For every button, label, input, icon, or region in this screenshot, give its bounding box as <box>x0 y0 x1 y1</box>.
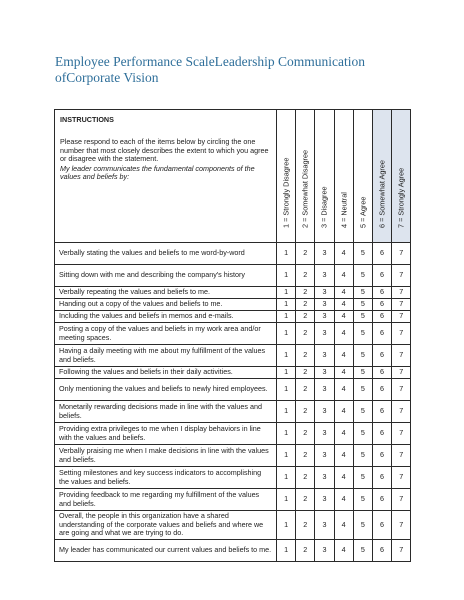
item-statement: Verbally stating the values and beliefs to me word-by-word <box>55 243 277 265</box>
rating-option-2[interactable]: 2 <box>296 323 315 345</box>
rating-option-6[interactable]: 6 <box>372 243 391 265</box>
rating-option-5[interactable]: 5 <box>353 345 372 367</box>
rating-option-6[interactable]: 6 <box>372 287 391 299</box>
rating-option-4[interactable]: 4 <box>334 445 353 467</box>
rating-option-6[interactable]: 6 <box>372 367 391 379</box>
rating-option-5[interactable]: 5 <box>353 287 372 299</box>
rating-option-4[interactable]: 4 <box>334 243 353 265</box>
rating-option-4[interactable]: 4 <box>334 401 353 423</box>
item-statement: Sitting down with me and describing the company's history <box>55 265 277 287</box>
table-row <box>55 299 411 311</box>
item-statement: Setting milestones and key success indicators to accomplishing the values and beliefs. <box>55 467 277 489</box>
rating-option-1[interactable]: 1 <box>277 243 296 265</box>
rating-option-2[interactable]: 2 <box>296 311 315 323</box>
rating-option-5[interactable]: 5 <box>353 367 372 379</box>
rating-option-1[interactable]: 1 <box>277 287 296 299</box>
scale-label-4: 4 = Neutral <box>339 192 349 228</box>
rating-option-7[interactable]: 7 <box>392 445 411 467</box>
table-row <box>55 540 411 562</box>
scale-header-1 <box>277 110 296 243</box>
rating-option-4[interactable]: 4 <box>334 345 353 367</box>
rating-option-6[interactable]: 6 <box>372 489 391 511</box>
rating-option-3[interactable]: 3 <box>315 243 334 265</box>
rating-option-6[interactable]: 6 <box>372 299 391 311</box>
instructions-text: Please respond to each of the items below by circling the one number that most closely describes the extent to which you agree or disagree with the statement. <box>60 137 269 164</box>
rating-option-6[interactable]: 6 <box>372 467 391 489</box>
rating-option-2[interactable]: 2 <box>296 445 315 467</box>
rating-option-1[interactable]: 1 <box>277 311 296 323</box>
rating-option-7[interactable]: 7 <box>392 265 411 287</box>
rating-option-4[interactable]: 4 <box>334 287 353 299</box>
rating-option-7[interactable]: 7 <box>392 511 411 540</box>
rating-option-7[interactable]: 7 <box>392 467 411 489</box>
rating-option-6[interactable]: 6 <box>372 423 391 445</box>
table-row <box>55 489 411 511</box>
rating-option-1[interactable]: 1 <box>277 345 296 367</box>
table-row <box>55 423 411 445</box>
rating-option-1[interactable]: 1 <box>277 423 296 445</box>
item-statement: Having a daily meeting with me about my fulfillment of the values and beliefs. <box>55 345 277 367</box>
rating-option-4[interactable]: 4 <box>334 311 353 323</box>
rating-option-4[interactable]: 4 <box>334 265 353 287</box>
item-statement: Handing out a copy of the values and beliefs to me. <box>55 299 277 311</box>
rating-option-7[interactable]: 7 <box>392 423 411 445</box>
rating-option-5[interactable]: 5 <box>353 265 372 287</box>
rating-option-4[interactable]: 4 <box>334 423 353 445</box>
instructions-heading: INSTRUCTIONS <box>60 115 114 124</box>
rating-option-4[interactable]: 4 <box>334 367 353 379</box>
rating-option-5[interactable]: 5 <box>353 540 372 562</box>
rating-option-4[interactable]: 4 <box>334 467 353 489</box>
rating-option-2[interactable]: 2 <box>296 299 315 311</box>
scale-header-5 <box>353 110 372 243</box>
rating-option-7[interactable]: 7 <box>392 401 411 423</box>
rating-option-7[interactable]: 7 <box>392 243 411 265</box>
scale-label-7: 7 = Strongly Agree <box>396 167 406 228</box>
rating-option-5[interactable]: 5 <box>353 445 372 467</box>
rating-option-2[interactable]: 2 <box>296 489 315 511</box>
rating-option-5[interactable]: 5 <box>353 243 372 265</box>
rating-option-3[interactable]: 3 <box>315 489 334 511</box>
table-row <box>55 287 411 299</box>
rating-option-2[interactable]: 2 <box>296 379 315 401</box>
item-statement: Posting a copy of the values and beliefs in my work area and/or meeting spaces. <box>55 323 277 345</box>
scale-label-6: 6 = Somewhat Agree <box>377 160 387 228</box>
rating-option-6[interactable]: 6 <box>372 401 391 423</box>
table-row <box>55 265 411 287</box>
rating-option-4[interactable]: 4 <box>334 379 353 401</box>
rating-option-1[interactable]: 1 <box>277 401 296 423</box>
rating-option-1[interactable]: 1 <box>277 467 296 489</box>
rating-option-5[interactable]: 5 <box>353 489 372 511</box>
table-row <box>55 311 411 323</box>
rating-option-3[interactable]: 3 <box>315 423 334 445</box>
rating-option-3[interactable]: 3 <box>315 265 334 287</box>
rating-option-5[interactable]: 5 <box>353 323 372 345</box>
rating-option-6[interactable]: 6 <box>372 311 391 323</box>
rating-option-5[interactable]: 5 <box>353 379 372 401</box>
rating-option-1[interactable]: 1 <box>277 489 296 511</box>
rating-option-6[interactable]: 6 <box>372 445 391 467</box>
table-row <box>55 467 411 489</box>
rating-option-7[interactable]: 7 <box>392 379 411 401</box>
rating-option-3[interactable]: 3 <box>315 311 334 323</box>
rating-option-3[interactable]: 3 <box>315 287 334 299</box>
rating-option-6[interactable]: 6 <box>372 345 391 367</box>
rating-option-2[interactable]: 2 <box>296 265 315 287</box>
item-statement: Following the values and beliefs in their daily activities. <box>55 367 277 379</box>
instructions-prompt: My leader communicates the fundamental components of the values and beliefs by: <box>60 163 255 182</box>
scale-header-3 <box>315 110 334 243</box>
rating-option-2[interactable]: 2 <box>296 511 315 540</box>
rating-option-1[interactable]: 1 <box>277 367 296 379</box>
rating-option-7[interactable]: 7 <box>392 367 411 379</box>
item-statement: Verbally repeating the values and beliefs to me. <box>55 287 277 299</box>
rating-option-6[interactable]: 6 <box>372 265 391 287</box>
rating-option-2[interactable]: 2 <box>296 345 315 367</box>
rating-option-6[interactable]: 6 <box>372 323 391 345</box>
item-statement: Monetarily rewarding decisions made in line with the values and beliefs. <box>55 401 277 423</box>
table-row <box>55 323 411 345</box>
rating-option-6[interactable]: 6 <box>372 379 391 401</box>
rating-option-2[interactable]: 2 <box>296 423 315 445</box>
rating-option-2[interactable]: 2 <box>296 540 315 562</box>
rating-option-3[interactable]: 3 <box>315 467 334 489</box>
rating-option-5[interactable]: 5 <box>353 467 372 489</box>
item-statement: My leader has communicated our current values and beliefs to me. <box>55 540 277 562</box>
rating-option-1[interactable]: 1 <box>277 379 296 401</box>
rating-option-4[interactable]: 4 <box>334 323 353 345</box>
instructions-cell <box>55 110 277 243</box>
scale-label-5: 5 = Agree <box>358 196 368 228</box>
header-row <box>55 110 411 243</box>
rating-option-6[interactable]: 6 <box>372 511 391 540</box>
document-title: Employee Performance ScaleLeadership Communication ofCorporate Vision <box>55 54 366 85</box>
rating-option-5[interactable]: 5 <box>353 299 372 311</box>
table-row <box>55 401 411 423</box>
scale-header-6 <box>372 110 391 243</box>
table-row <box>55 243 411 265</box>
scale-header-2 <box>296 110 315 243</box>
table-row <box>55 511 411 540</box>
rating-option-1[interactable]: 1 <box>277 299 296 311</box>
table-row <box>55 379 411 401</box>
scale-header-4 <box>334 110 353 243</box>
rating-option-2[interactable]: 2 <box>296 287 315 299</box>
item-statement: Verbally praising me when I make decisions in line with the values and beliefs. <box>55 445 277 467</box>
rating-option-7[interactable]: 7 <box>392 311 411 323</box>
rating-option-3[interactable]: 3 <box>315 379 334 401</box>
rating-option-2[interactable]: 2 <box>296 401 315 423</box>
rating-option-3[interactable]: 3 <box>315 540 334 562</box>
scale-label-3: 3 = Disagree <box>319 186 329 228</box>
rating-option-4[interactable]: 4 <box>334 511 353 540</box>
rating-option-2[interactable]: 2 <box>296 467 315 489</box>
rating-option-4[interactable]: 4 <box>334 540 353 562</box>
rating-option-1[interactable]: 1 <box>277 265 296 287</box>
rating-option-4[interactable]: 4 <box>334 299 353 311</box>
item-statement: Providing extra privileges to me when I display behaviors in line with the values and beliefs. <box>55 423 277 445</box>
rating-option-1[interactable]: 1 <box>277 540 296 562</box>
rating-option-3[interactable]: 3 <box>315 401 334 423</box>
table-row <box>55 445 411 467</box>
item-statement: Including the values and beliefs in memos and e-mails. <box>55 311 277 323</box>
item-statement: Only mentioning the values and beliefs to newly hired employees. <box>55 379 277 401</box>
rating-option-7[interactable]: 7 <box>392 540 411 562</box>
rating-option-7[interactable]: 7 <box>392 323 411 345</box>
rating-option-5[interactable]: 5 <box>353 423 372 445</box>
rating-option-1[interactable]: 1 <box>277 323 296 345</box>
rating-option-5[interactable]: 5 <box>353 401 372 423</box>
rating-option-2[interactable]: 2 <box>296 243 315 265</box>
rating-option-6[interactable]: 6 <box>372 540 391 562</box>
scale-header-7 <box>392 110 411 243</box>
rating-option-5[interactable]: 5 <box>353 511 372 540</box>
rating-option-1[interactable]: 1 <box>277 445 296 467</box>
scale-label-1: 1 = Strongly Disagree <box>281 157 291 228</box>
scale-label-2: 2 = Somewhat Disagree <box>300 149 310 228</box>
rating-option-1[interactable]: 1 <box>277 511 296 540</box>
table-row <box>55 345 411 367</box>
rating-option-3[interactable]: 3 <box>315 511 334 540</box>
rating-option-7[interactable]: 7 <box>392 345 411 367</box>
rating-option-7[interactable]: 7 <box>392 489 411 511</box>
rating-option-7[interactable]: 7 <box>392 287 411 299</box>
rating-option-2[interactable]: 2 <box>296 367 315 379</box>
rating-option-3[interactable]: 3 <box>315 345 334 367</box>
rating-option-4[interactable]: 4 <box>334 489 353 511</box>
rating-option-3[interactable]: 3 <box>315 445 334 467</box>
item-statement: Overall, the people in this organization have a shared understanding of the corporate values and beliefs and where we are going and what we are trying to do. <box>55 511 277 540</box>
table-row <box>55 367 411 379</box>
rating-option-5[interactable]: 5 <box>353 311 372 323</box>
item-statement: Providing feedback to me regarding my fulfillment of the values and beliefs. <box>55 489 277 511</box>
rating-option-3[interactable]: 3 <box>315 323 334 345</box>
rating-option-3[interactable]: 3 <box>315 367 334 379</box>
performance-scale-table <box>54 109 411 562</box>
rating-option-7[interactable]: 7 <box>392 299 411 311</box>
rating-option-3[interactable]: 3 <box>315 299 334 311</box>
